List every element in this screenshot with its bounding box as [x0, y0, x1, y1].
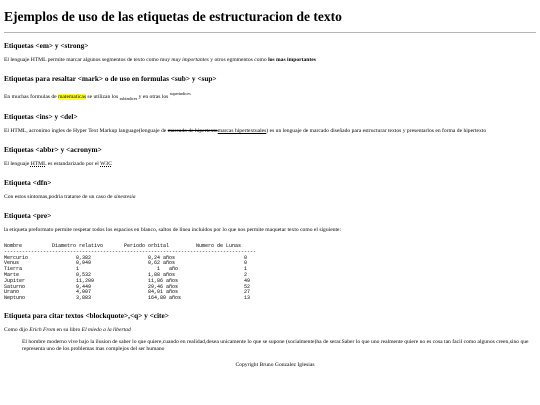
- text: El HTML, acronimo ingles de Hyper Text Markup language(lenguaje de: [4, 127, 168, 134]
- emphasis-text: muy importantes: [171, 57, 209, 63]
- cite-author: Erich From: [29, 326, 56, 333]
- superscript-text: superindices: [169, 91, 191, 96]
- text: El lenguaje: [4, 160, 31, 167]
- paragraph: [4, 327, 536, 334]
- acronym-w3c: W3C: [100, 160, 112, 167]
- text: se utilizan los: [86, 93, 120, 100]
- section-heading: Etiqueta <dfn>: [4, 177, 52, 187]
- section-em-strong: [4, 41, 536, 64]
- blockquote: El hombre moderno vive bajo la ilusion de saber lo que quiere,cuando en realidad,desea unicamente lo que se supone (socialmente)ha de serar.Saber lo que uno realmente quiere no es cosa tan facil como algunos creen,sino que representa uno de los problemas mas complejos del ser humano: [22, 338, 529, 352]
- inserted-text: marcas hipertextuales: [217, 127, 267, 134]
- footer-copyright: Copyright Bruno Gonzalez Iglesias: [235, 361, 315, 368]
- section-ins-del: [4, 112, 536, 135]
- section-mark-sub-sup: [4, 74, 536, 102]
- text: En muchas formulas de: [4, 93, 59, 100]
- text: en su libro: [55, 326, 82, 333]
- section-abbr-acronym: [4, 145, 536, 168]
- paragraph: [4, 57, 536, 64]
- text: Con estos sintomas,podria tratarse de un caso de: [4, 193, 114, 200]
- section-heading: Etiqueta para citar textos <blockquote>,<q> y <cite>: [4, 310, 169, 320]
- definition-term: sinestesia: [113, 193, 136, 200]
- paragraph: [4, 90, 536, 102]
- page-title: Ejemplos de uso de las etiquetas de estructuracion de texto: [4, 9, 342, 24]
- section-dfn: [4, 178, 536, 201]
- title-divider: [4, 32, 536, 33]
- text: Como dijo: [4, 326, 30, 333]
- section-heading: Etiquetas <ins> y <del>: [4, 111, 78, 121]
- text: y en otras los: [137, 93, 170, 100]
- text: y otros egmmentos como: [208, 57, 269, 63]
- section-heading: Etiquetas <abbr> y <acronym>: [4, 144, 102, 154]
- planets-preformatted-table: Nombre Diametro relativo Periodo orbital Numero de Lunas ------------------------------------------------------------------------------------ Mercurio 0,382 0,24 años 0 Venus 0,949 0,62 años 0 Tierra 1 1 año 1 Marte 0,532 1,88 años 2 Jupiter 11,209 11,86 años 49 Saturno 9,449 29,46 años 52 Urano 4,007 84,01 años 27 Neptuno 3,883 164,80 años 13: [4, 242, 257, 302]
- highlighted-text: matematicas: [58, 93, 87, 100]
- text: es estandarizado por el: [46, 160, 101, 167]
- paragraph: la etiqueta preformato permite respetar todos los espacios en blanco, saltos de linea incluidos por lo que nos permite maquetar texto como el siguiente:: [4, 226, 342, 233]
- cite-book: El miedo a la libertad: [81, 326, 131, 333]
- text: ) es un lenguaje de marcado diseñado para estructurar textos y presentarlos en forma de hipertexto: [266, 127, 487, 134]
- paragraph: [4, 194, 536, 201]
- deleted-text: marcado de hipertexto: [167, 127, 218, 134]
- paragraph: [4, 128, 536, 135]
- abbr-html: HTML: [30, 160, 47, 167]
- section-heading: Etiqueta <pre>: [4, 210, 52, 220]
- section-quote: [4, 311, 536, 353]
- section-heading: Etiquetas <em> y <strong>: [4, 41, 89, 50]
- paragraph: [4, 161, 536, 168]
- section-heading: Etiquetas para resaltar <mark> o de uso en formulas <sub> y <sup>: [4, 74, 217, 83]
- subscript-text: subindices: [119, 95, 138, 101]
- text: El lenguaje HTML permite marcar algunos segmentos de texto como muy: [4, 57, 172, 63]
- strong-text: los mas importantes: [268, 57, 316, 63]
- section-pre: [4, 211, 536, 302]
